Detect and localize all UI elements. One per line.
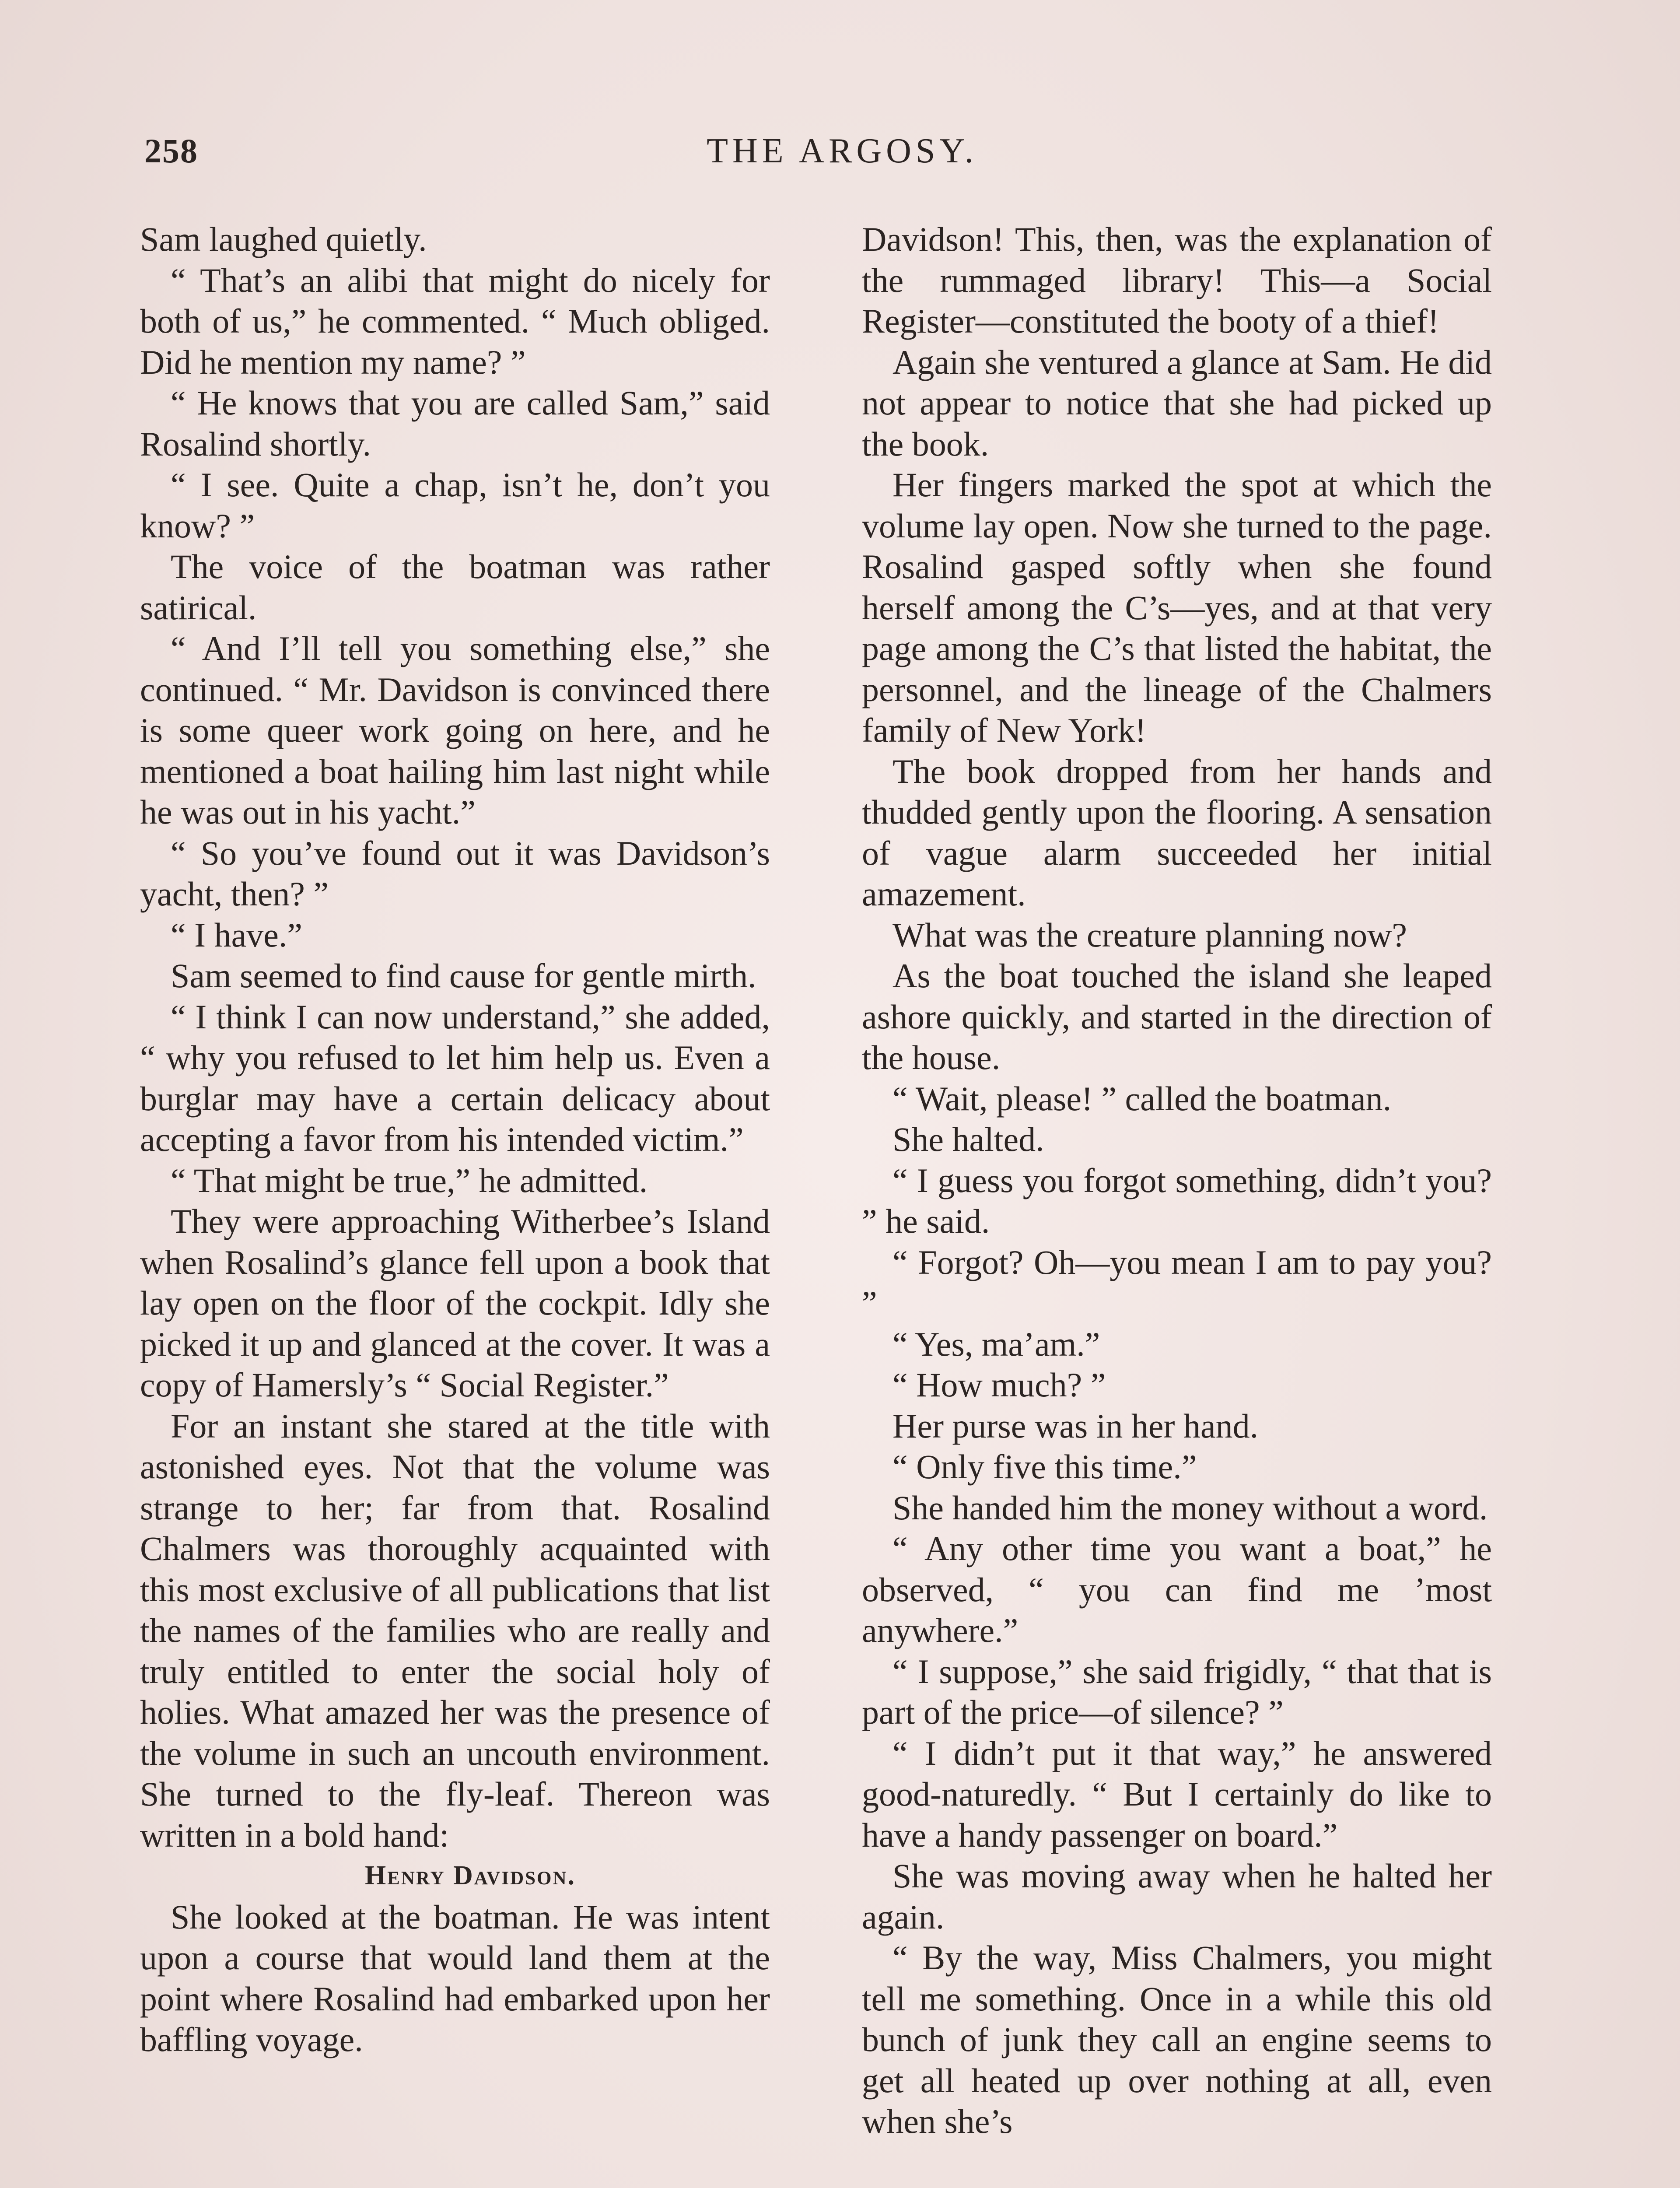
paragraph: She halted. xyxy=(892,1120,1044,1158)
paragraph: Her purse was in her hand. xyxy=(892,1406,1259,1445)
paragraph: She looked at the boatman. He was intent upon a course that would land them at the point where Rosalind had embarked upon her baffling voyage. xyxy=(140,1897,770,2058)
paragraph: Her fingers marked the spot at which the volume lay open. Now she turned to the page. Rosalind gasped softly when she found herself among the C’s—yes, and at that very page among the C’s that listed the habitat, the personnel, and the lineage of the Chalmers family of New York! xyxy=(862,466,1492,749)
paragraph: What was the creature planning now? xyxy=(892,915,1407,954)
paragraph: Sam seemed to find cause for gentle mirth. xyxy=(171,957,756,995)
paragraph: “ I suppose,” she said frigidly, “ that that is part of the price—of silence? ” xyxy=(862,1652,1492,1731)
paragraph: The book dropped from her hands and thudded gently upon the flooring. A sensation of vague alarm succeeded her initial amazement. xyxy=(862,752,1492,913)
paragraph: “ Wait, please! ” called the boatman. xyxy=(892,1079,1392,1118)
paragraph: “ I see. Quite a chap, isn’t he, don’t you know? ” xyxy=(140,466,770,545)
paragraph: The voice of the boatman was rather satirical. xyxy=(140,547,770,627)
running-title: THE ARGOSY. xyxy=(707,132,978,170)
paragraph: “ He knows that you are called Sam,” said Rosalind shortly. xyxy=(140,384,770,463)
paragraph: “ Yes, ma’am.” xyxy=(892,1325,1100,1363)
page-header xyxy=(144,131,1540,188)
paragraph: “ I have.” xyxy=(171,915,302,954)
paragraph: “ Only five this time.” xyxy=(892,1448,1197,1486)
paragraph: She handed him the money without a word. xyxy=(892,1488,1488,1527)
paragraph: Again she ventured a glance at Sam. He did not appear to notice that she had picked up the book. xyxy=(862,343,1492,463)
left-column xyxy=(140,219,770,2060)
paragraph: “ Any other time you want a boat,” he observed, “ you can find me ’most anywhere.” xyxy=(862,1529,1492,1649)
right-column xyxy=(862,219,1492,2142)
paragraph: “ And I’ll tell you something else,” she continued. “ Mr. Davidson is convinced there is some queer work going on here, and he mentioned a boat hailing him last night while he was out in his yacht.” xyxy=(140,629,770,831)
paragraph: She was moving away when he halted her again. xyxy=(862,1857,1492,1936)
paragraph: They were approaching Witherbee’s Island when Rosalind’s glance fell upon a book that lay open on the floor of the cockpit. Idly she picked it up and glanced at the cover. It was a copy of Hamersly’s “ Social Register.” xyxy=(140,1202,770,1404)
paragraph: “ I didn’t put it that way,” he answered good-naturedly. “ But I certainly do like to have a handy passenger on board.” xyxy=(862,1734,1492,1854)
paragraph: Davidson! This, then, was the explanation of the rummaged library! This—a Social Register—constituted the booty of a thief! xyxy=(862,220,1492,340)
paragraph: “ By the way, Miss Chalmers, you might tell me something. Once in a while this old bunch of junk they call an engine seems to get all heated up over nothing at all, even when she’s xyxy=(862,1939,1492,2140)
paragraph: Sam laughed quietly. xyxy=(140,220,427,258)
paragraph: “ How much? ” xyxy=(892,1366,1106,1404)
paragraph: “ I think I can now understand,” she added, “ why you refused to let him help us. Even a burglar may have a certain delicacy about accepting a favor from his intended victim.” xyxy=(140,997,770,1158)
paragraph: “ Forgot? Oh—you mean I am to pay you? ” xyxy=(862,1243,1492,1322)
page-number: 258 xyxy=(144,132,198,170)
paragraph: As the boat touched the island she leaped ashore quickly, and started in the direction of the house. xyxy=(862,957,1492,1076)
paragraph: For an instant she stared at the title with astonished eyes. Not that the volume was strange to her; far from that. Rosalind Chalmers was thoroughly acquainted with this most exclusive of all publications that list the names of the families who are really and truly entitled to enter the social holy of holies. What amazed her was the presence of the volume in such an uncouth environment. She turned to the fly-leaf. Thereon was written in a bold hand: xyxy=(140,1406,770,1854)
paragraph: “ That might be true,” he admitted. xyxy=(171,1161,648,1199)
paragraph: “ That’s an alibi that might do nicely for both of us,” he commented. “ Much obliged. Did he mention my name? ” xyxy=(140,261,770,381)
signature: Henry Davidson. xyxy=(364,1861,576,1890)
paragraph: “ I guess you forgot something, didn’t you? ” he said. xyxy=(862,1161,1492,1240)
paragraph: “ So you’ve found out it was Davidson’s yacht, then? ” xyxy=(140,834,770,913)
